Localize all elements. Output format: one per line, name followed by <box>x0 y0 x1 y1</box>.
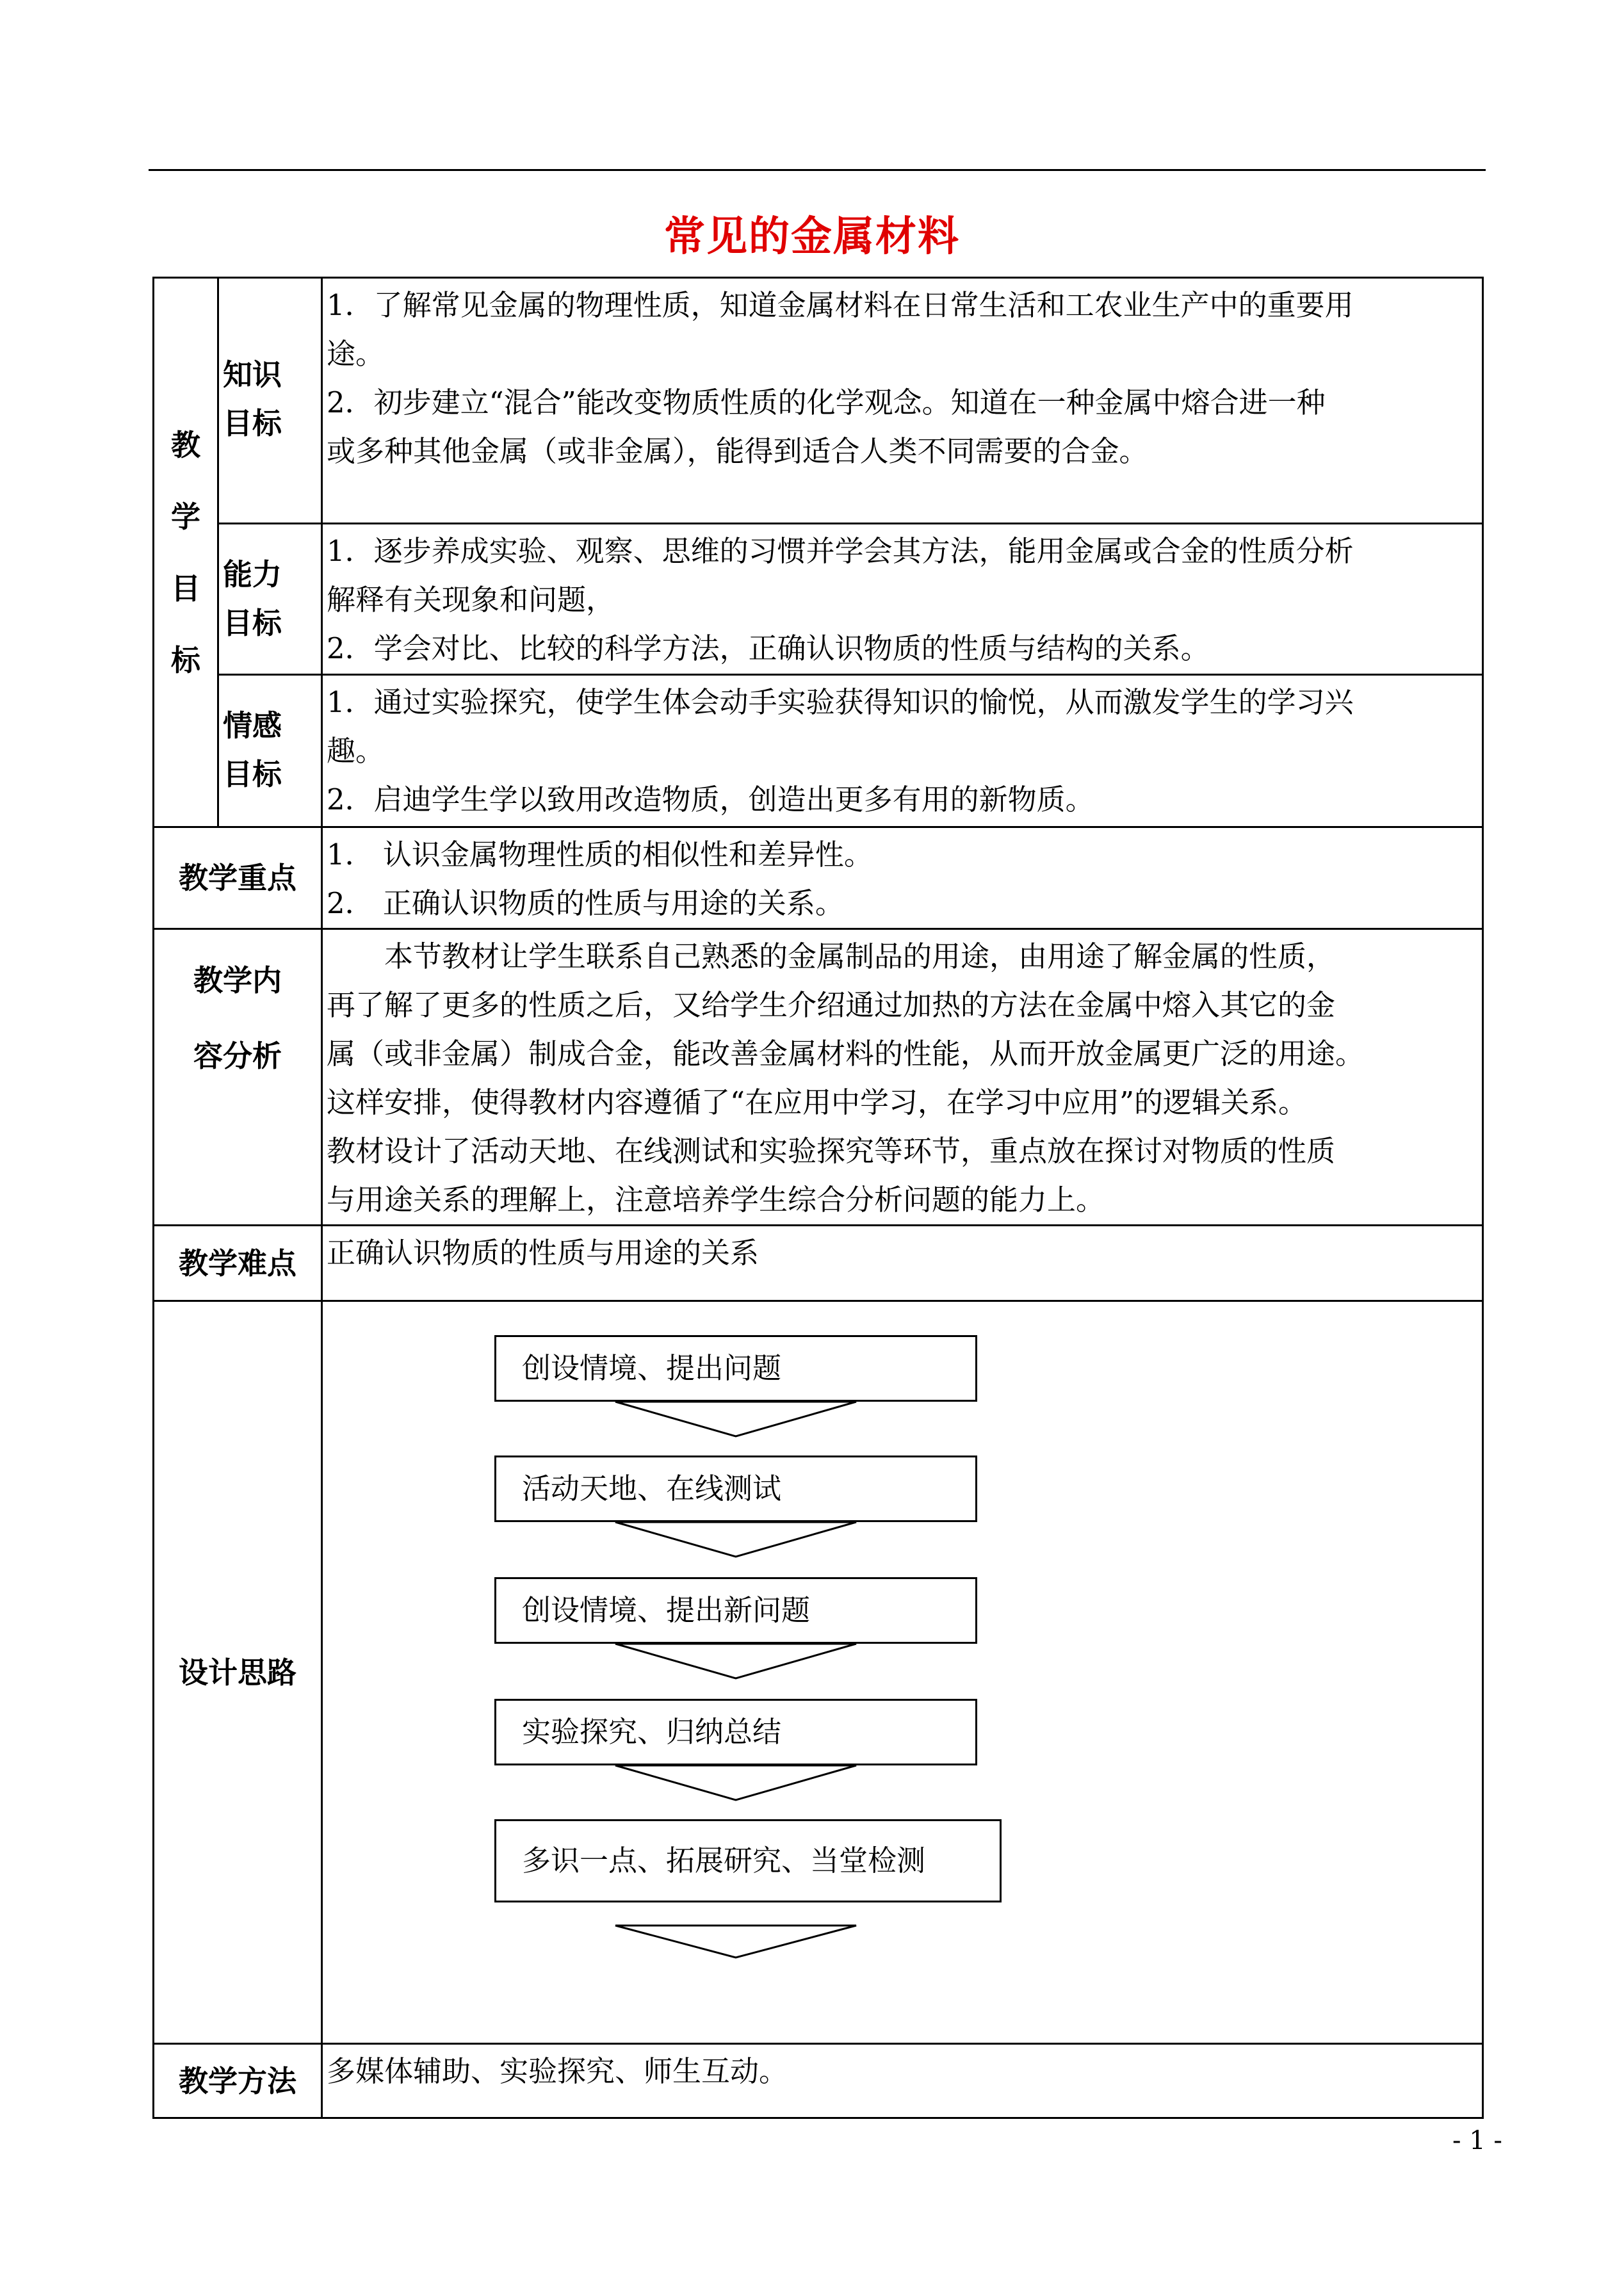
objectives-label <box>154 278 218 827</box>
document-title: 常见的金属材料 <box>664 213 960 261</box>
key-points-text <box>322 827 1483 929</box>
flow-step-box: 活动天地、在线测试 <box>494 1456 977 1522</box>
flow-step-box: 创设情境、提出问题 <box>494 1335 977 1402</box>
difficulty-text: 正确认识物质的性质与用途的关系 <box>322 1226 1483 1301</box>
method-text: 多媒体辅助、实验探究、师生互动。 <box>322 2044 1483 2118</box>
text-line: 1． 认识金属物理性质的相似性和差异性。 <box>327 838 873 872</box>
design-label: 设计思路 <box>154 1301 322 2044</box>
ability-objective-label <box>218 524 322 675</box>
content-analysis-label-line: 容分析 <box>193 1039 282 1073</box>
row-emotion-objective <box>154 675 1483 827</box>
emotion-objective-text <box>322 675 1483 827</box>
down-arrow-icon <box>614 1642 857 1681</box>
row-ability-objective <box>154 524 1483 675</box>
text-line: 趣。 <box>327 734 385 768</box>
knowledge-objective-text <box>322 278 1483 524</box>
text-line: 教材设计了活动天地、在线测试和实验探究等环节，重点放在探讨对物质的性质 <box>327 1134 1336 1168</box>
text-line: 途。 <box>327 337 385 371</box>
header-rule <box>149 169 1486 171</box>
row-design <box>154 1301 1483 2044</box>
design-flowchart <box>322 1301 1483 2044</box>
row-difficulty <box>154 1226 1483 1301</box>
text-line: 或多种其他金属（或非金属），能得到适合人类不同需要的合金。 <box>327 434 1148 468</box>
content-analysis-label-line: 教学内 <box>193 963 282 998</box>
text-line: 1．通过实验探究，使学生体会动手实验获得知识的愉悦，从而激发学生的学习兴 <box>327 685 1354 719</box>
lesson-plan-table <box>152 277 1484 2119</box>
text-line: 2．启迪学生学以致用改造物质，创造出更多有用的新物质。 <box>327 783 1094 816</box>
objectives-label-char: 标 <box>171 642 200 677</box>
text-line: 与用途关系的理解上，注意培养学生综合分析问题的能力上。 <box>327 1183 1105 1217</box>
row-key-points <box>154 827 1483 929</box>
flow-step-box: 创设情境、提出新问题 <box>494 1577 977 1644</box>
row-knowledge-objective <box>154 278 1483 524</box>
emotion-objective-label <box>218 675 322 827</box>
text-line: 解释有关现象和问题， <box>327 583 615 617</box>
page-number: - 1 - <box>1452 2126 1502 2155</box>
text-line: 再了解了更多的性质之后，又给学生介绍通过加热的方法在金属中熔入其它的金 <box>327 988 1336 1022</box>
objectives-label-char: 目 <box>171 571 200 606</box>
knowledge-objective-label <box>218 278 322 524</box>
text-line: 2．初步建立“混合”能改变物质性质的化学观念。知道在一种金属中熔合进一种 <box>327 385 1326 419</box>
flow-step-box: 多识一点、拓展研究、当堂检测 <box>494 1819 1002 1902</box>
content-analysis-text <box>322 929 1483 1226</box>
down-arrow-icon <box>614 1764 857 1803</box>
text-line: 属（或非金属）制成合金，能改善金属材料的性能，从而开放金属更广泛的用途。 <box>327 1037 1365 1071</box>
ability-objective-text <box>322 524 1483 675</box>
text-line: 1．逐步养成实验、观察、思维的习惯并学会其方法，能用金属或合金的性质分析 <box>327 534 1354 568</box>
text-line: 本节教材让学生联系自己熟悉的金属制品的用途，由用途了解金属的性质， <box>384 939 1336 973</box>
down-arrow-icon <box>614 1917 857 1961</box>
row-content-analysis <box>154 929 1483 1226</box>
text-line: 2． 正确认识物质的性质与用途的关系。 <box>327 886 844 920</box>
key-points-label: 教学重点 <box>154 827 322 929</box>
flow-step-box: 实验探究、归纳总结 <box>494 1699 977 1765</box>
content-analysis-label <box>154 929 322 1226</box>
objectives-label-char: 学 <box>171 499 200 534</box>
ability-label-line: 目标 <box>223 606 282 640</box>
text-line: 2．学会对比、比较的科学方法，正确认识物质的性质与结构的关系。 <box>327 631 1210 665</box>
ability-label-line: 能力 <box>223 557 282 592</box>
knowledge-label-line: 目标 <box>223 406 282 441</box>
knowledge-label-line: 知识 <box>223 357 282 392</box>
difficulty-label: 教学难点 <box>154 1226 322 1301</box>
method-label: 教学方法 <box>154 2044 322 2118</box>
emotion-label-line: 目标 <box>223 757 282 791</box>
objectives-label-char: 教 <box>171 427 200 462</box>
text-line: 1．了解常见金属的物理性质，知道金属材料在日常生活和工农业生产中的重要用 <box>327 288 1354 322</box>
down-arrow-icon <box>614 1521 857 1559</box>
emotion-label-line: 情感 <box>223 708 282 743</box>
down-arrow-icon <box>614 1400 857 1439</box>
text-line: 这样安排，使得教材内容遵循了“在应用中学习，在学习中应用”的逻辑关系。 <box>327 1085 1308 1119</box>
row-method <box>154 2044 1483 2118</box>
